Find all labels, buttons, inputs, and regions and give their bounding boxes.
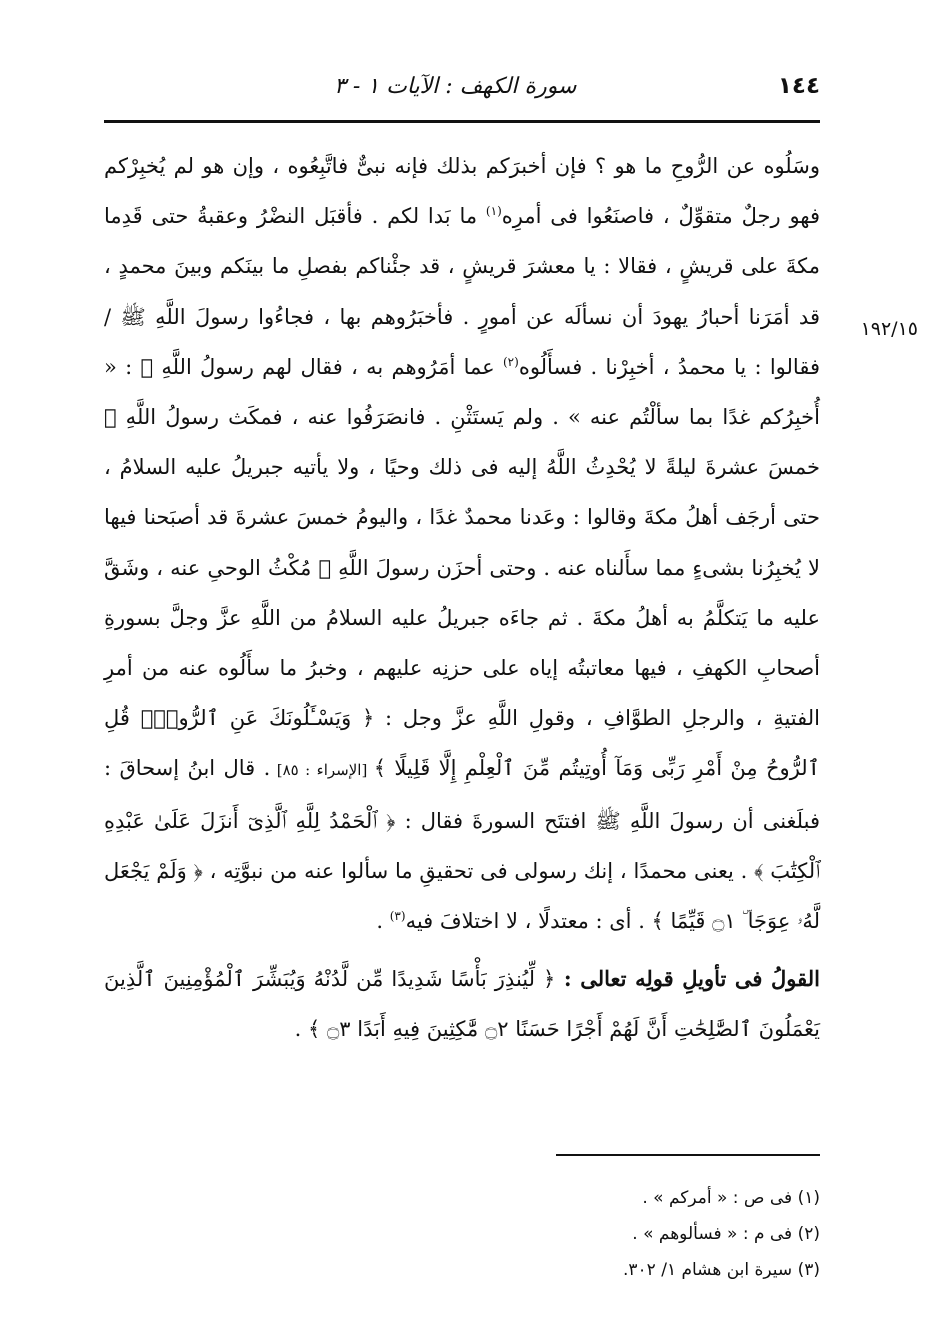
quran-verse-2: ﴿ ٱلْحَمْدُ لِلَّهِ ٱلَّذِىٓ أَنزَلَ عَلَىٰ عَبْدِهِ ٱلْكِتَٰبَ ﴾ [104, 808, 821, 883]
footnotes [104, 1180, 820, 1288]
page-number: ١٤٤ [777, 73, 820, 99]
margin-reference: ١٩٢/١٥ [860, 318, 918, 340]
footnote-1: (١) فى ص : « أمركم » . [642, 1188, 820, 1208]
quran-verse-1: ﴿ وَيَسْـَٔلُونَكَ عَنِ ٱلرُّوحِۖ قُلِ ٱلرُّوحُ مِنْ أَمْرِ رَبِّى وَمَآ أُوتِيتُم مِّنَ ٱلْعِلْمِ إِلَّا قَلِيلًا ﴾ [104, 706, 820, 781]
footnote-2: (٢) فى م : « فسألوهم » . [632, 1224, 820, 1244]
paragraph-1 [104, 141, 820, 946]
text-segment: . أى : معتدلًا ، لا اختلافَ فيه [405, 909, 652, 934]
quran-verse-3: ﴿ وَلَمْ يَجْعَل لَّهُۥ عِوَجَا ۜ ۝١ قَيِّمًا ﴾ [104, 858, 820, 934]
footnote-marker-2: (٢) [502, 354, 519, 369]
footnote-3: (٣) سيرة ابن هشام ١/ ٣٠٢. [622, 1260, 820, 1280]
section-heading: القولُ فى تأويلِ قولِه تعالى : [555, 966, 821, 992]
footnote-marker-3: (٣) [389, 909, 406, 924]
verse-reference: [الإسراء : ٨٥] [270, 761, 374, 780]
quran-verse-4: ﴿ لِّيُنذِرَ بَأْسًا شَدِيدًا مِّن لَّدُنْهُ وَيُبَشِّرَ ٱلْمُؤْمِنِينَ ٱلَّذِينَ يَعْمَلُونَ ٱلصَّٰلِحَٰتِ أَنَّ لَهُمْ أَجْرًا حَسَنًا ۝٢ مَّٰكِثِينَ فِيهِ أَبَدًا ۝٣ ﴾ [104, 967, 820, 1042]
text-segment: عما أمَرُوهم به ، فقال لهم رسولُ اللَّهِ ﷺ : « أُخبِرُكم غدًا بما سألْتُم عنه » . ولم يَستَثْنِ . فانصَرَفُوا عنه ، فمكَث رسولُ اللَّهِ ﷺ خمسَ عشرةَ ليلةً لا يُحْدِثُ اللَّهُ إليه فى ذلك وحيًا ، ولا يأتيه جبريلُ عليه السلامُ ، حتى أرجَف أهلُ مكةَ وقالوا : وعَدنا محمدٌ غدًا ، واليومُ خمسَ عشرةَ قد أصبَحنا فيها لا يُخبِرُنا بشىءٍ مما سأَلناه عنه . وحتى أحزَن رسولَ اللَّهِ ﷺ مُكْثُ الوحىِ عنه ، وشَقَّ عليه ما يَتكلَّمُ به أهلُ مكةَ . ثم جاءَه جبريلُ عليه السلامُ من اللَّهِ عزَّ وجلَّ بسورةِ أصحابِ الكهفِ ، فيها معاتبتُه إياه على حزنِه عليهم ، وخبرُ ما سأَلُوه عنه من أمرِ الفتيةِ ، والرجلِ الطوَّافِ ، وقولِ اللَّهِ عزَّ وجل : [104, 354, 820, 731]
footnote-rule [556, 1154, 820, 1156]
main-text [104, 141, 820, 1055]
footnote-marker-1: (١) [485, 204, 502, 219]
paragraph-2 [104, 954, 820, 1054]
text-segment: . قال ابنُ إسحاقَ : فبلَغنى أن رسولَ اللَّهِ ﷺ افتتَح السورةَ فقال : [104, 756, 820, 833]
text-segment: . [294, 1017, 308, 1042]
text-segment: ما بَدا لكم . فأقبَل النضْرُ وعقبةُ حتى قَدِما مكةَ على قريشٍ ، فقالا : يا معشرَ قريشٍ ، قد جئْناكم بفصلِ ما بينَكم وبينَ محمدٍ ، قد أمَرَنا أحبارُ يهودَ أن نسألَه عن أمورٍ . فأخبَرُوهم بها ، فجاءُوا رسولَ اللَّهِ ﷺ /فقالوا : يا محمدُ ، أخبِرْنا . فسأَلُوه [104, 204, 820, 379]
text-segment: . يعنى محمدًا ، إنك رسولى فى تحقيقِ ما سألوا عنه من نبوَّتِه ، [202, 858, 755, 883]
section-gap [104, 946, 820, 954]
running-header [104, 66, 820, 106]
text-segment: . [376, 909, 390, 934]
chapter-title: سورة الكهف : الآيات ١ - ٣ [334, 73, 577, 99]
text-segment: وسَلُوه عن الرُّوحِ ما هو ؟ فإن أخبرَكم بذلك فإنه نبىٌّ فاتَّبِعُوه ، وإن هو لم يُخبِرْكم فهو رجلٌ متقوِّلٌ ، فاصنَعُوا فى أمرِه [104, 154, 821, 229]
header-rule [104, 120, 820, 123]
